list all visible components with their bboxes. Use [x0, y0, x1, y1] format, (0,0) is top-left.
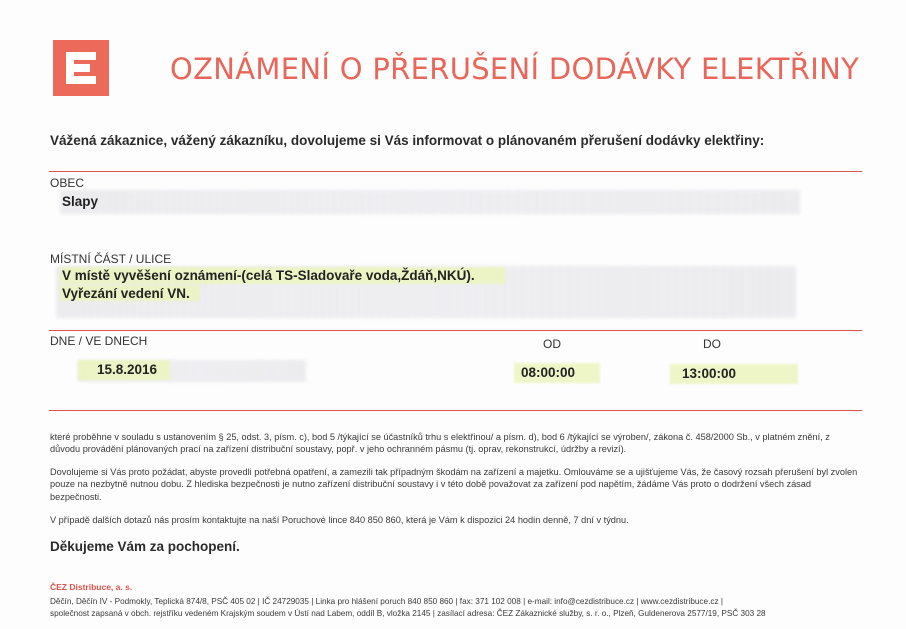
footer-line-1: Děčín, Děčín IV - Podmokly, Teplická 874/8, PSČ 405 02 | IČ 24729035 | Linka pro hlášení poruch 840 850 860 | fax: 371 102 008 | e-mail: info@cezdistribuce.cz | www.cezdistribuce.cz |	[50, 597, 723, 606]
od-value: 08:00:00	[521, 365, 576, 380]
do-value: 13:00:00	[682, 366, 737, 381]
mistni-cast-line2: Vyřezání vedení VN.	[62, 286, 190, 301]
cez-logo-icon	[53, 40, 109, 96]
paragraph-safety: Dovolujeme si Vás proto požádat, abyste provedli potřebná opatření, a zamezili tak případným škodám na zařízení a majetku. Omlouváme se a ujišťujeme Vás, že časový rozsah přerušení byl zvolen pouze na nezbytně nutnou dobu. Z hlediska bezpečnosti je nutno zařízení distribuční soustavy i v této době považovat za zařízení pod napětím, žádáme Vás proto o dodržení všech zásad bezpečnosti.	[50, 467, 858, 502]
footer-company: ČEZ Distribuce, a. s.	[50, 582, 133, 592]
mistni-cast-line1: V místě vyvěšení oznámení-(celá TS-Sladovaře voda,Ždáň,NKÚ).	[62, 268, 475, 283]
date-label: DNE / VE DNECH	[50, 334, 148, 348]
divider	[49, 171, 862, 172]
obec-label: OBEC	[50, 176, 85, 190]
do-label: DO	[703, 337, 721, 351]
redacted-area	[60, 190, 800, 214]
od-label: OD	[543, 337, 561, 351]
paragraph-contact: V případě dalších dotazů nás prosím kontaktujte na naší Poruchové lince 840 850 860, která je Vám k dispozici 24 hodin denně, 7 dní v týdnu.	[50, 515, 629, 525]
footer-line-2: společnost zapsaná v obch. rejstříku vedeném Krajským soudem v Ústí nad Labem, oddíl B, vložka 2145 | zasílací adresa: ČEZ Zákaznické služby, s. r. o., Plzeň, Guldenerova 2577/19, PSČ 303 28	[50, 609, 766, 618]
obec-value: Slapy	[62, 194, 99, 209]
cez-logo	[53, 40, 109, 96]
thanks-text: Děkujeme Vám za pochopení.	[50, 539, 240, 554]
mistni-cast-label: MÍSTNÍ ČÁST / ULICE	[50, 252, 172, 266]
page-title: OZNÁMENÍ O PŘERUŠENÍ DODÁVKY ELEKTŘINY	[170, 52, 860, 86]
divider	[49, 330, 862, 331]
divider	[49, 410, 862, 411]
intro-text: Vážená zákaznice, vážený zákazníku, dovolujeme si Vás informovat o plánovaném přerušení dodávky elektřiny:	[50, 133, 765, 148]
paragraph-legal: které proběhne v souladu s ustanovením § 25, odst. 3, písm. c), bod 5 /týkající se účastníků trhu s elektřinou/ a písm. d), bod 6 /týkající se výroben/, zákona č. 458/2000 Sb., v platném znění, z důvodu provádění plánovaných prací na zařízení distribuční soustavy, popř. v jeho ochranném pásmu (tj. oprav, rekonstrukcí, údržby a revizí).	[50, 432, 830, 455]
date-value: 15.8.2016	[97, 362, 158, 377]
